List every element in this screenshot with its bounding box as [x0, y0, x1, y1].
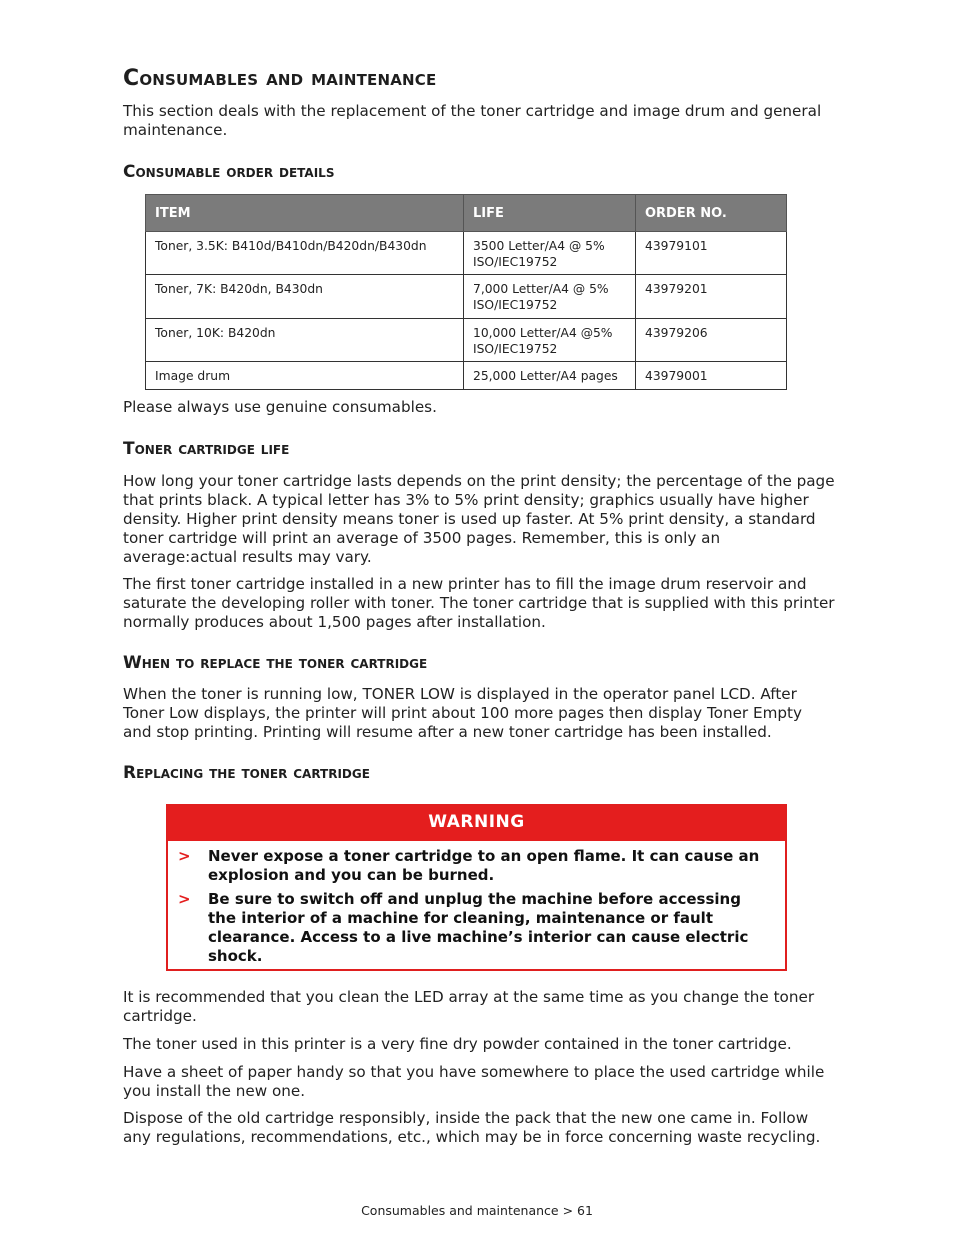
warning-title: WARNING: [168, 806, 785, 841]
column-header-life: LIFE: [464, 195, 636, 232]
table-header-row: [146, 195, 787, 232]
cell-order-no: 43979101: [636, 232, 787, 275]
column-header-item: ITEM: [146, 195, 464, 232]
warning-item-text: Never expose a toner cartridge to an open flame. It can cause an explosion and you can be burned.: [208, 847, 760, 884]
replacing-heading: Replacing the toner cartridge: [123, 763, 370, 783]
column-header-order-no: ORDER NO.: [636, 195, 787, 232]
warning-box: [166, 804, 787, 971]
order-details-heading: Consumable order details: [123, 162, 335, 182]
toner-life-paragraph-2: The first toner cartridge installed in a new printer has to fill the image drum reservoir and saturate the developing roller with toner. The toner cartridge that is supplied with this printer normally produces about 1,500 pages after installation.: [123, 575, 835, 631]
warning-item: [178, 890, 767, 966]
toner-life-heading: Toner cartridge life: [123, 439, 290, 459]
cell-order-no: 43979206: [636, 319, 787, 362]
toner-life-paragraph-1: How long your toner cartridge lasts depends on the print density; the percentage of the page that prints black. A typical letter has 3% to 5% print density; graphics usually have higher density. Higher print density means toner is used up faster. At 5% print density, a standard toner cartridge will print an average of 3500 pages. Remember, this is only an average:actual results may vary.: [123, 472, 835, 566]
intro-paragraph: This section deals with the replacement of the toner cartridge and image drum and general maintenance.: [123, 102, 822, 139]
table-row: [146, 232, 787, 275]
page-title: Consumables and maintenance: [123, 66, 437, 91]
warning-item: [178, 847, 767, 885]
cell-life: 3500 Letter/A4 @ 5% ISO/IEC19752: [464, 232, 636, 275]
cell-item: Toner, 7K: B420dn, B430dn: [146, 275, 464, 319]
consumables-table: [145, 194, 787, 390]
warning-item-text: Be sure to switch off and unplug the machine before accessing the interior of a machine for cleaning, maintenance or fault clearance. Access to a live machine’s interior can cause electric shock.: [208, 890, 749, 965]
table-row: [146, 319, 787, 362]
cell-item: Image drum: [146, 362, 464, 390]
when-replace-heading: When to replace the toner cartridge: [123, 653, 428, 673]
cell-item: Toner, 10K: B420dn: [146, 319, 464, 362]
cell-life: 10,000 Letter/A4 @5% ISO/IEC19752: [464, 319, 636, 362]
genuine-note: Please always use genuine consumables.: [123, 398, 437, 416]
replace-paragraph-4: Dispose of the old cartridge responsibly, inside the pack that the new one came in. Follow any regulations, recommendations, etc., which may be in force concerning waste recycling.: [123, 1109, 821, 1146]
table-row: [146, 275, 787, 319]
chevron-right-icon: >: [178, 847, 191, 865]
replace-paragraph-3: Have a sheet of paper handy so that you have somewhere to place the used cartridge while you install the new one.: [123, 1063, 825, 1100]
warning-list: [168, 841, 785, 966]
page-footer: Consumables and maintenance > 61: [361, 1203, 593, 1218]
table-row: [146, 362, 787, 390]
cell-item: Toner, 3.5K: B410d/B410dn/B420dn/B430dn: [146, 232, 464, 275]
cell-life: 25,000 Letter/A4 pages: [464, 362, 636, 390]
chevron-right-icon: >: [178, 890, 191, 908]
when-replace-paragraph: When the toner is running low, TONER LOW is displayed in the operator panel LCD. After Toner Low displays, the printer will print about 100 more pages then display Toner Empty and stop printing. Printing will resume after a new toner cartridge has been installed.: [123, 685, 802, 741]
replace-paragraph-1: It is recommended that you clean the LED array at the same time as you change the toner cartridge.: [123, 988, 815, 1025]
cell-order-no: 43979001: [636, 362, 787, 390]
cell-life: 7,000 Letter/A4 @ 5% ISO/IEC19752: [464, 275, 636, 319]
cell-order-no: 43979201: [636, 275, 787, 319]
replace-paragraph-2: The toner used in this printer is a very fine dry powder contained in the toner cartridge.: [123, 1035, 792, 1053]
